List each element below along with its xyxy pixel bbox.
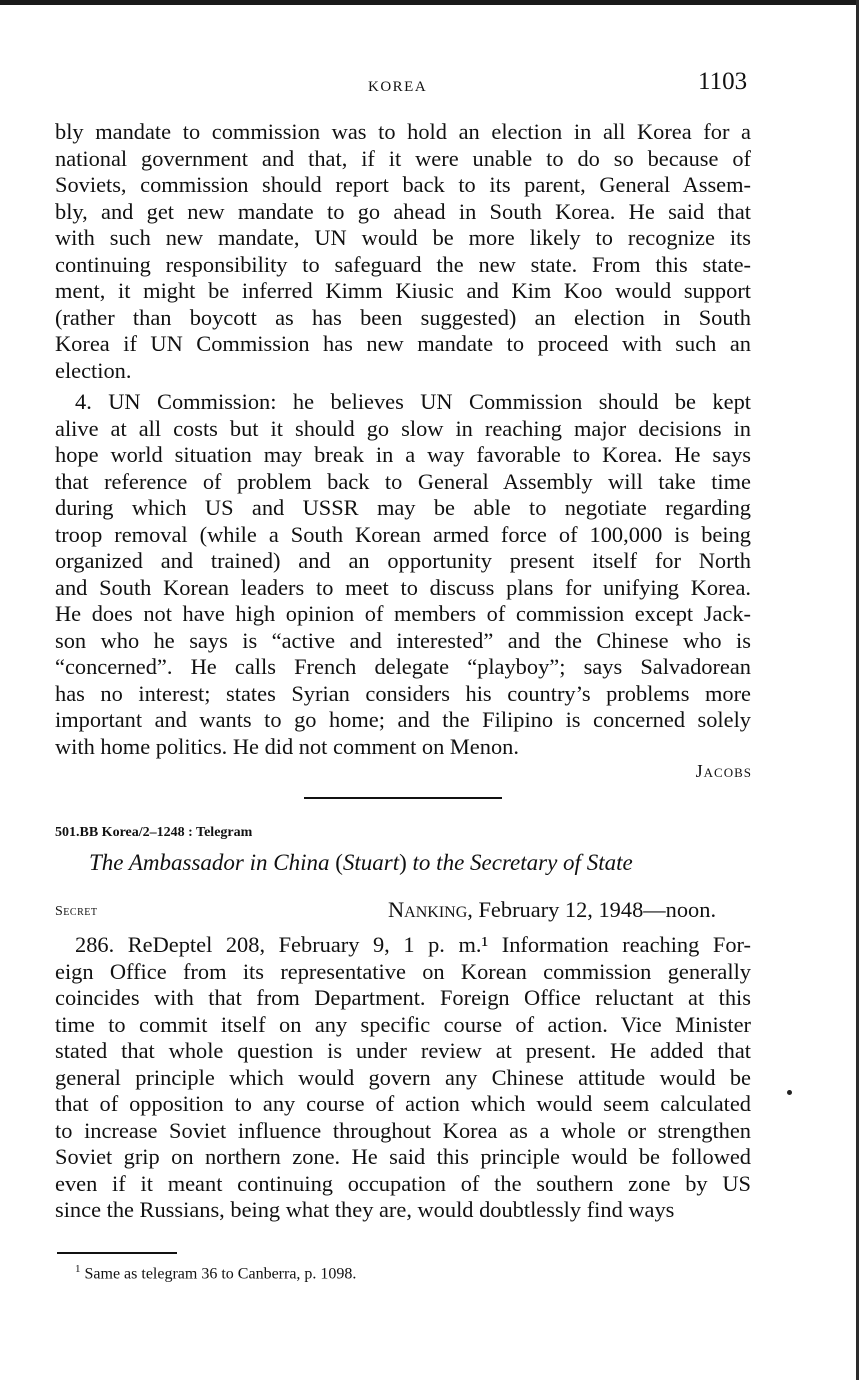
text-line: even if it meant continuing occupation of the southern zone by US bbox=[55, 1170, 751, 1196]
text-line: that reference of problem back to General Assembly will take time bbox=[55, 468, 751, 494]
text-line: coincides with that from Department. Foreign Office reluctant at this bbox=[55, 985, 751, 1010]
dateline bbox=[388, 897, 716, 923]
text-line: troop removal (while a South Korean armed force of 100,000 is being bbox=[55, 521, 751, 547]
text-line: (rather than boycott as has been suggested) an election in South bbox=[55, 304, 751, 330]
text-line: with such new mandate, UN would be more likely to recognize its bbox=[55, 225, 751, 250]
text-line: national government and that, if it were unable to do so because of bbox=[55, 145, 751, 171]
text-line: and South Korean leaders to meet to discuss plans for unifying Korea. bbox=[55, 574, 751, 600]
point-4-paragraph bbox=[55, 389, 751, 760]
text-line: ment, it might be inferred Kimm Kiusic and Kim Koo would support bbox=[55, 278, 751, 303]
page-number: 1103 bbox=[698, 68, 748, 95]
text-line: “concerned”. He calls French delegate “playboy”; says Salvadorean bbox=[55, 654, 751, 679]
classification: Secret bbox=[55, 904, 98, 919]
continued-paragraph bbox=[55, 119, 751, 384]
text-line: eign Office from its representative on Korean commission generally bbox=[55, 958, 751, 984]
text-line: He does not have high opinion of members of commission except Jack- bbox=[55, 601, 751, 626]
text-line: 4. UN Commission: he believes UN Commission should be kept bbox=[75, 389, 751, 414]
page-top-edge bbox=[0, 0, 859, 5]
text-line: has no interest; states Syrian considers his country’s problems more bbox=[55, 680, 751, 706]
text-line: during which US and USSR may be able to negotiate regarding bbox=[55, 495, 751, 520]
title-part: ( bbox=[335, 850, 343, 875]
text-line: son who he says is “active and interested” and the Chinese who is bbox=[55, 627, 751, 653]
title-part: Stuart bbox=[342, 850, 400, 875]
footnote-text: Same as telegram 36 to Canberra, p. 1098. bbox=[84, 1265, 357, 1283]
text-line: Soviet grip on northern zone. He said this principle would be followed bbox=[55, 1144, 751, 1169]
file-reference: 501.BB Korea/2–1248 : Telegram bbox=[55, 825, 253, 840]
text-line: continuing responsibility to safeguard the new state. From this state- bbox=[55, 251, 751, 277]
text-line: stated that whole question is under review at present. He added that bbox=[55, 1038, 751, 1063]
text-line: with home politics. He did not comment on Menon. bbox=[55, 733, 519, 759]
text-line: bly mandate to commission was to hold an election in all Korea for a bbox=[55, 119, 751, 144]
telegram-body bbox=[55, 932, 751, 1224]
text-line: time to commit itself on any specific course of action. Vice Minister bbox=[55, 1011, 751, 1037]
dateline-date: , February 12, 1948—noon. bbox=[467, 897, 717, 922]
text-line: alive at all costs but it should go slow in reaching major decisions in bbox=[55, 415, 751, 441]
title-part: ) bbox=[399, 850, 407, 875]
title-part: to the Secretary of State bbox=[406, 850, 633, 875]
footnote-rule bbox=[57, 1252, 177, 1254]
text-line: to increase Soviet influence throughout Korea as a whole or strengthen bbox=[55, 1117, 751, 1143]
text-line: Korea if UN Commission has new mandate to proceed with such an bbox=[55, 331, 751, 356]
section-divider bbox=[304, 797, 502, 799]
text-line: since the Russians, being what they are, would doubtlessly find ways bbox=[55, 1197, 675, 1222]
footnote-mark: 1 bbox=[75, 1263, 81, 1275]
document-title bbox=[89, 850, 633, 876]
text-line: general principle which would govern any Chinese attitude would be bbox=[55, 1064, 751, 1090]
text-line: organized and trained) and an opportunity present itself for North bbox=[55, 548, 751, 573]
text-line: Soviets, commission should report back to its parent, General Assem- bbox=[55, 172, 751, 197]
title-part: The Ambassador in China bbox=[89, 850, 336, 875]
running-head: KOREA bbox=[368, 79, 428, 95]
dateline-place: Nanking bbox=[388, 897, 468, 922]
margin-mark bbox=[787, 1090, 792, 1095]
footnote bbox=[75, 1263, 356, 1283]
text-line: hope world situation may break in a way favorable to Korea. He says bbox=[55, 442, 751, 467]
text-line: that of opposition to any course of action which would seem calculated bbox=[55, 1091, 751, 1116]
signature: Jacobs bbox=[695, 761, 752, 781]
text-line: important and wants to go home; and the Filipino is concerned solely bbox=[55, 707, 751, 732]
text-line: election. bbox=[55, 357, 132, 383]
text-line: 286. ReDeptel 208, February 9, 1 p. m.¹ Information reaching For- bbox=[75, 932, 751, 957]
text-line: bly, and get new mandate to go ahead in South Korea. He said that bbox=[55, 198, 751, 224]
